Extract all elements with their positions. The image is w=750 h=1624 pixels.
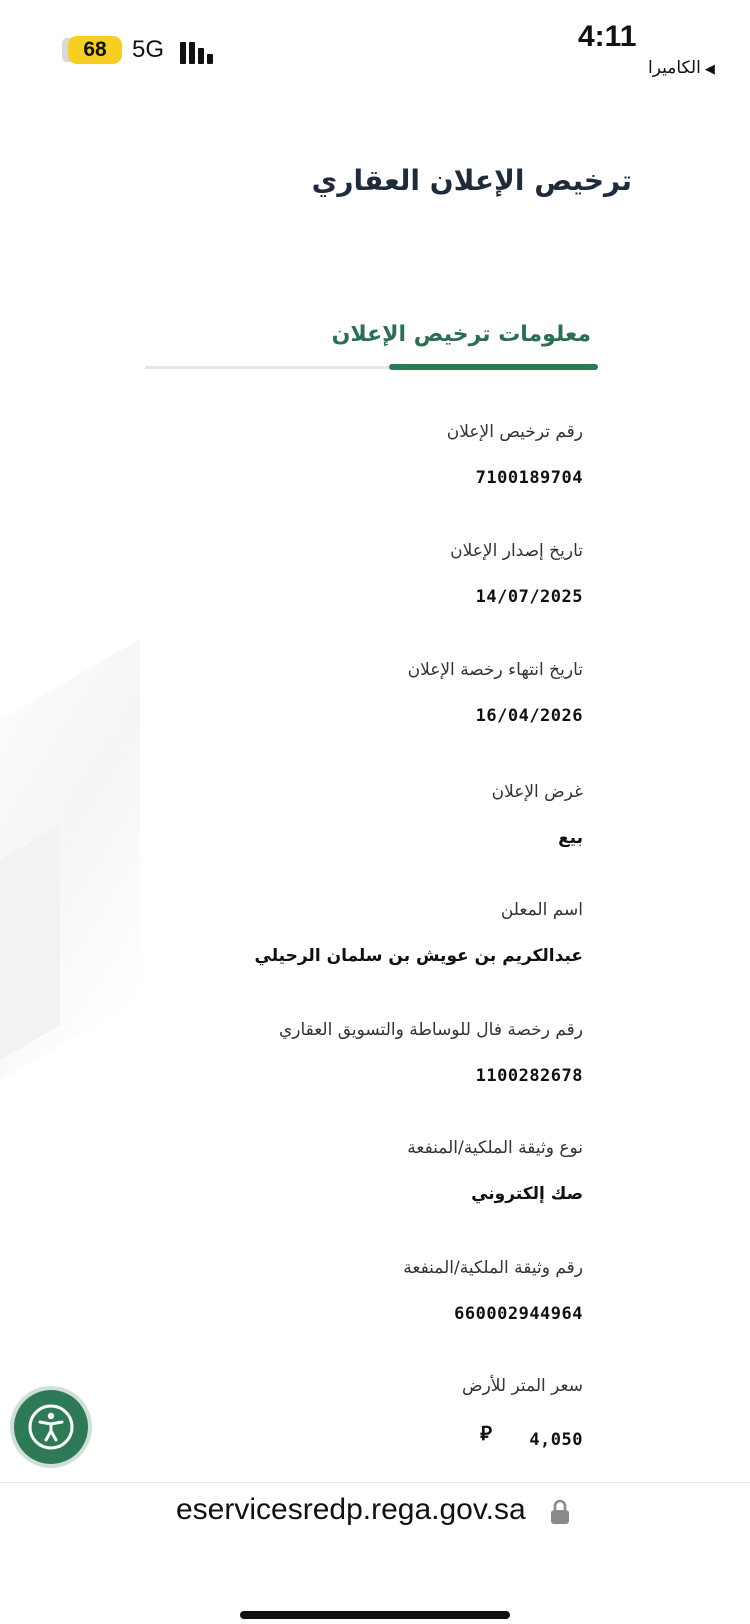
saudi-riyal-icon: ⃁ [480, 1421, 492, 1445]
battery-indicator: 68 [68, 36, 122, 64]
status-time: 4:11 [578, 20, 637, 53]
field-label: تاريخ انتهاء رخصة الإعلان [407, 660, 583, 680]
field-label: رقم رخصة فال للوساطة والتسويق العقاري [278, 1020, 583, 1040]
field-ad-purpose [163, 782, 583, 848]
field-label: نوع وثيقة الملكية/المنفعة [407, 1138, 583, 1158]
field-label: رقم ترخيص الإعلان [446, 422, 583, 442]
field-value: 14/07/2025 [475, 587, 583, 607]
signal-bars-icon [180, 38, 220, 64]
field-price-per-meter [163, 1376, 583, 1450]
field-label: غرض الإعلان [491, 782, 583, 802]
field-value: صك إلكتروني [471, 1184, 583, 1204]
back-app-label: الكاميرا [648, 58, 701, 78]
field-label: اسم المعلن [500, 900, 583, 920]
network-type: 5G [132, 36, 165, 63]
field-value: 16/04/2026 [475, 706, 583, 726]
accessibility-button[interactable] [14, 1390, 88, 1464]
license-info-card [145, 292, 633, 1538]
field-value: عبدالكريم بن عويش بن سلمان الرحيلي [254, 946, 583, 966]
field-value: 4,050 [529, 1430, 583, 1450]
field-value: 7100189704 [475, 468, 583, 488]
field-deed-type [163, 1138, 583, 1204]
browser-url-bar[interactable] [0, 1482, 750, 1624]
field-value: بيع [558, 828, 583, 848]
accessibility-icon [27, 1403, 75, 1451]
tab-active-indicator [389, 364, 598, 370]
field-deed-number [163, 1258, 583, 1324]
field-fal-license-number [163, 1020, 583, 1086]
field-label: رقم وثيقة الملكية/المنفعة [403, 1258, 583, 1278]
page-title: ترخيص الإعلان العقاري [311, 164, 632, 197]
field-ad-license-number [163, 422, 583, 488]
tab-license-info[interactable]: معلومات ترخيص الإعلان [331, 322, 591, 347]
status-bar [0, 0, 750, 92]
field-advertiser-name [163, 900, 583, 966]
field-label: سعر المتر للأرض [462, 1376, 583, 1396]
back-triangle-icon: ◀ [704, 62, 715, 77]
field-issue-date [163, 541, 583, 607]
field-expiry-date [163, 660, 583, 726]
lock-icon [550, 1499, 570, 1525]
home-indicator [240, 1611, 510, 1619]
field-value: 1100282678 [475, 1066, 583, 1086]
field-value: 660002944964 [454, 1304, 583, 1324]
field-label: تاريخ إصدار الإعلان [450, 541, 583, 561]
back-to-app-link[interactable] [648, 58, 715, 78]
url-text[interactable]: eservicesredp.rega.gov.sa [176, 1493, 526, 1526]
